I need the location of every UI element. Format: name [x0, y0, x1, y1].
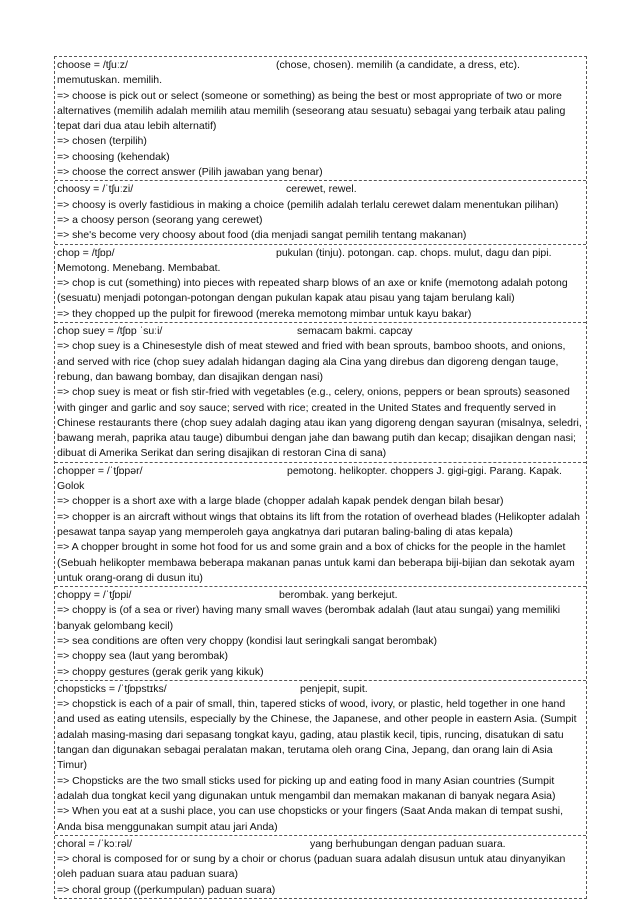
example-line: => they chopped up the pulpit for firewood (mereka memotong mimbar untuk kayu bakar): [57, 307, 472, 320]
example-line: => When you eat at a sushi place, you can use chopsticks or your fingers (Saat Anda makan di tempat sushi, Anda bisa menggunakan sumpit atau jari Anda): [57, 805, 564, 833]
entry-chop-suey: [55, 323, 586, 463]
meaning: berombak. yang berkejut.: [279, 589, 398, 602]
entry-chopper: [55, 463, 586, 587]
headword: choppy = /ˈtʃɒpi/: [57, 589, 132, 602]
example-line: => choppy sea (laut yang berombak): [57, 650, 229, 663]
headword: chop suey = /tʃɒp ˈsuːi/: [57, 325, 163, 338]
meaning: (chose, chosen). memilih (a candidate, a dress, etc).: [276, 59, 520, 71]
example-line: => A chopper brought in some hot food for us and some grain and a box of chicks for the people in the hamlet (Sebuah helikopter membawa beberapa makanan panas untuk kami dan beberapa biji-bijian dan sekotak ayam untuk orang-orang di dusun itu): [57, 541, 575, 584]
example-line: => choppy is (of a sea or river) having many small waves (berombak adalah (laut atau sungai) yang memiliki banyak gelombang kecil): [57, 604, 561, 632]
example-line: => chop suey is a Chinesestyle dish of meat stewed and fried with bean sprouts, bamboo shoots, and onions, and served with rice (chop suey adalah hidangan daging ala Cina yang direbus dan digoreng dengan tauge, rebung, dan bawang bombay, dan disajikan dengan nasi): [57, 340, 566, 383]
entry-headline: [57, 682, 584, 697]
entry-headline: [57, 837, 584, 852]
example-line: => chop is cut (something) into pieces with repeated sharp blows of an axe or knife (memotong adalah potong (sesuatu) menjadi potongan-potongan dengan pukulan kapak atau pisau yang tajam berulang kali): [57, 277, 568, 305]
example-line: => sea conditions are often very choppy (kondisi laut seringkali sangat berombak): [57, 634, 437, 647]
meaning: penjepit, supit.: [300, 682, 368, 695]
example-line: => Chopsticks are the two small sticks used for picking up and eating food in many Asian countries (Sumpit adalah dua tongkat kecil yang digunakan untuk mengambil dan memakan makanan di banyak negara Asia): [57, 774, 556, 802]
meaning-continued: Golok: [57, 480, 85, 493]
headword: choose = /tʃuːz/: [57, 59, 128, 71]
example-line: => choral group ((perkumpulan) paduan suara): [57, 883, 276, 896]
meaning-continued: Memotong. Menebang. Membabat.: [57, 261, 221, 274]
headword: chopsticks = /ˈtʃɒpstɪks/: [57, 682, 167, 695]
entry-choosy: [55, 181, 586, 244]
entry-headline: [57, 182, 584, 197]
example-line: => a choosy person (seorang yang cerewet): [57, 213, 263, 226]
headword: choosy = /ˈtʃuːzi/: [57, 183, 134, 196]
meaning: pukulan (tinju). potongan. cap. chops. mulut, dagu dan pipi.: [276, 246, 552, 259]
example-line: => choosing (kehendak): [57, 150, 170, 163]
example-line: => chosen (terpilih): [57, 135, 147, 148]
example-line: => choose the correct answer (Pilih jawaban yang benar): [57, 166, 323, 179]
example-line: => chopper is a short axe with a large blade (chopper adalah kapak pendek dengan bilah besar): [57, 495, 504, 508]
example-line: => choppy gestures (gerak gerik yang kikuk): [57, 665, 264, 678]
example-line: => choosy is overly fastidious in making a choice (pemilih adalah terlalu cerewet dalam menentukan pilihan): [57, 198, 559, 211]
entry-headline: [57, 58, 584, 73]
dictionary-table: [54, 56, 587, 899]
entry-choose: [55, 57, 586, 181]
meaning: yang berhubungan dengan paduan suara.: [310, 837, 506, 850]
headword: choral = /ˈkɔːrəl/: [57, 837, 132, 850]
entry-chop: [55, 245, 586, 323]
entry-choral: [55, 836, 586, 898]
example-line: => chop suey is meat or fish stir-fried with vegetables (e.g., celery, onions, peppers or bean sprouts) seasoned with ginger and garlic and soy sauce; served with rice; created in the United States and frequently served in Chinese restaurants there (chop suey adalah daging atau ikan yang digoreng dengan sayuran (misalnya, seledri, bawang merah, paprika atau tauge) dibumbui dengan jahe dan bawang putih dan kecap; disajikan dengan nasi; dibuat di Amerika Serikat dan sering disajikan di restoran Cina di sana): [57, 386, 582, 460]
headword: chopper = /ˈtʃɒpər/: [57, 464, 143, 477]
headword: chop = /tʃɒp/: [57, 246, 115, 259]
meaning: cerewet, rewel.: [286, 183, 357, 196]
entry-headline: [57, 324, 584, 339]
entry-choppy: [55, 587, 586, 681]
example-line: => choral is composed for or sung by a choir or chorus (paduan suara adalah disusun untuk atau dinyanyikan oleh paduan suara atau paduan suara): [57, 853, 566, 881]
entry-headline: [57, 588, 584, 603]
meaning-continued: memutuskan. memilih.: [57, 74, 163, 87]
example-line: => chopstick is each of a pair of small, thin, tapered sticks of wood, ivory, or plastic, held together in one hand and used as eating utensils, especially by the Chinese, the Japanese, and other people in eastern Asia. (Sumpit adalah masing-masing dari sepasang tongkat kayu, gading, atau plastik kecil, tipis, runcing, disatukan di satu tangan dan digunakan sebagai peralatan makan, terutama oleh orang Cina, Jepang, dan orang lain di Asia Timur): [57, 698, 577, 772]
meaning: pemotong. helikopter. choppers J. gigi-gigi. Parang. Kapak.: [287, 464, 562, 477]
entry-headline: [57, 246, 584, 261]
entry-headline: [57, 464, 584, 479]
entry-chopsticks: [55, 681, 586, 836]
example-line: => chopper is an aircraft without wings that obtains its lift from the rotation of overhead blades (Helikopter adalah pesawat tanpa sayap yang memperoleh gaya angkatnya dari putaran baling-baling di atas kepala): [57, 510, 580, 538]
meaning: semacam bakmi. capcay: [297, 325, 413, 338]
example-line: => she's become very choosy about food (dia menjadi sangat pemilih tentang makanan): [57, 229, 467, 242]
example-line: => choose is pick out or select (someone or something) as being the best or most appropriate of two or more alternatives (memilih adalah memilih atau memilih (seseorang atau sesuatu) sebagai yang terbaik atau paling tepat dari dua atau lebih alternatif): [57, 89, 566, 133]
